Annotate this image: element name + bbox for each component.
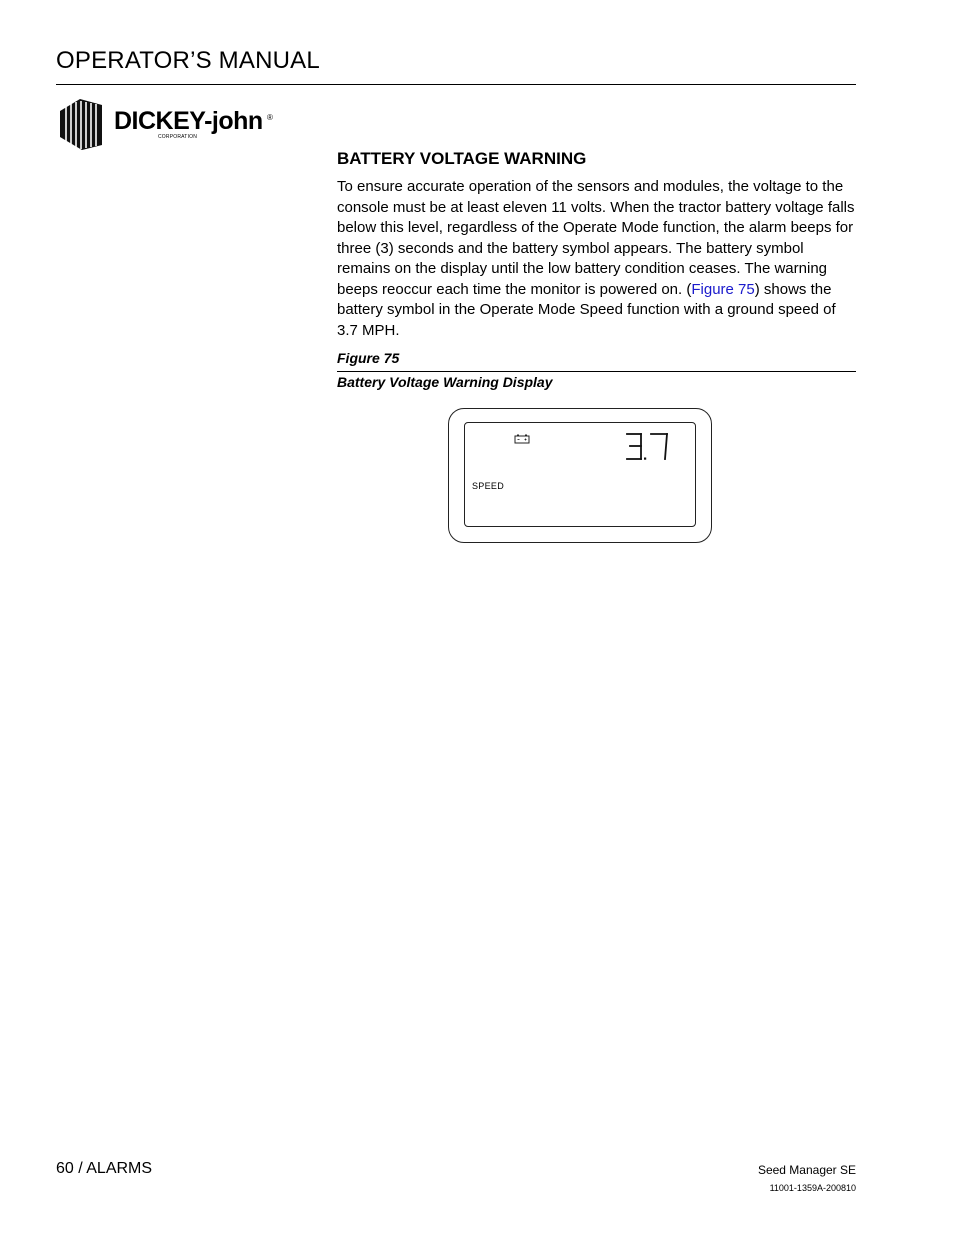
- footer-product-name: Seed Manager SE: [757, 1163, 856, 1177]
- console-display-figure: [448, 408, 712, 543]
- paragraph-text-part2: ) shows the battery symbol in the Operate Mode Speed function with a ground speed of 3.7 MPH.: [337, 280, 836, 339]
- paragraph-text-part1: To ensure accurate operation of the sensors and modules, the voltage to the console must be at least eleven 11 volts. When the tractor battery voltage falls below this level, regardless of the Operate Mode function, the alarm beeps for three (3) seconds and the battery symbol appears. The battery symbol remains on the display until the low battery condition ceases. The warning beeps reoccur each time the monitor is powered on. (: [337, 178, 855, 298]
- logo-corporation-text: CORPORATION: [158, 134, 198, 140]
- header-divider: [56, 84, 856, 85]
- speed-label: SPEED: [472, 481, 505, 491]
- body-paragraph: [337, 177, 857, 341]
- battery-icon: [514, 434, 530, 444]
- figure-75-link[interactable]: Figure 75: [691, 280, 755, 298]
- page-header-title: OPERATOR’S MANUAL: [56, 47, 320, 74]
- footer-document-code: 11001-1359A-200810: [769, 1183, 856, 1193]
- figure-label: Figure 75: [337, 350, 400, 366]
- figure-divider: [337, 371, 856, 372]
- section-heading: BATTERY VOLTAGE WARNING: [337, 149, 587, 168]
- logo-registered-mark: ®: [267, 113, 273, 122]
- logo-mark-icon: [58, 97, 108, 151]
- logo-wordmark: DICKEY-john: [114, 107, 263, 135]
- dickey-john-logo: [58, 97, 278, 153]
- footer-page-section: 60 / ALARMS: [56, 1160, 153, 1177]
- figure-caption: Battery Voltage Warning Display: [337, 374, 553, 390]
- speed-readout-digits: [625, 432, 673, 462]
